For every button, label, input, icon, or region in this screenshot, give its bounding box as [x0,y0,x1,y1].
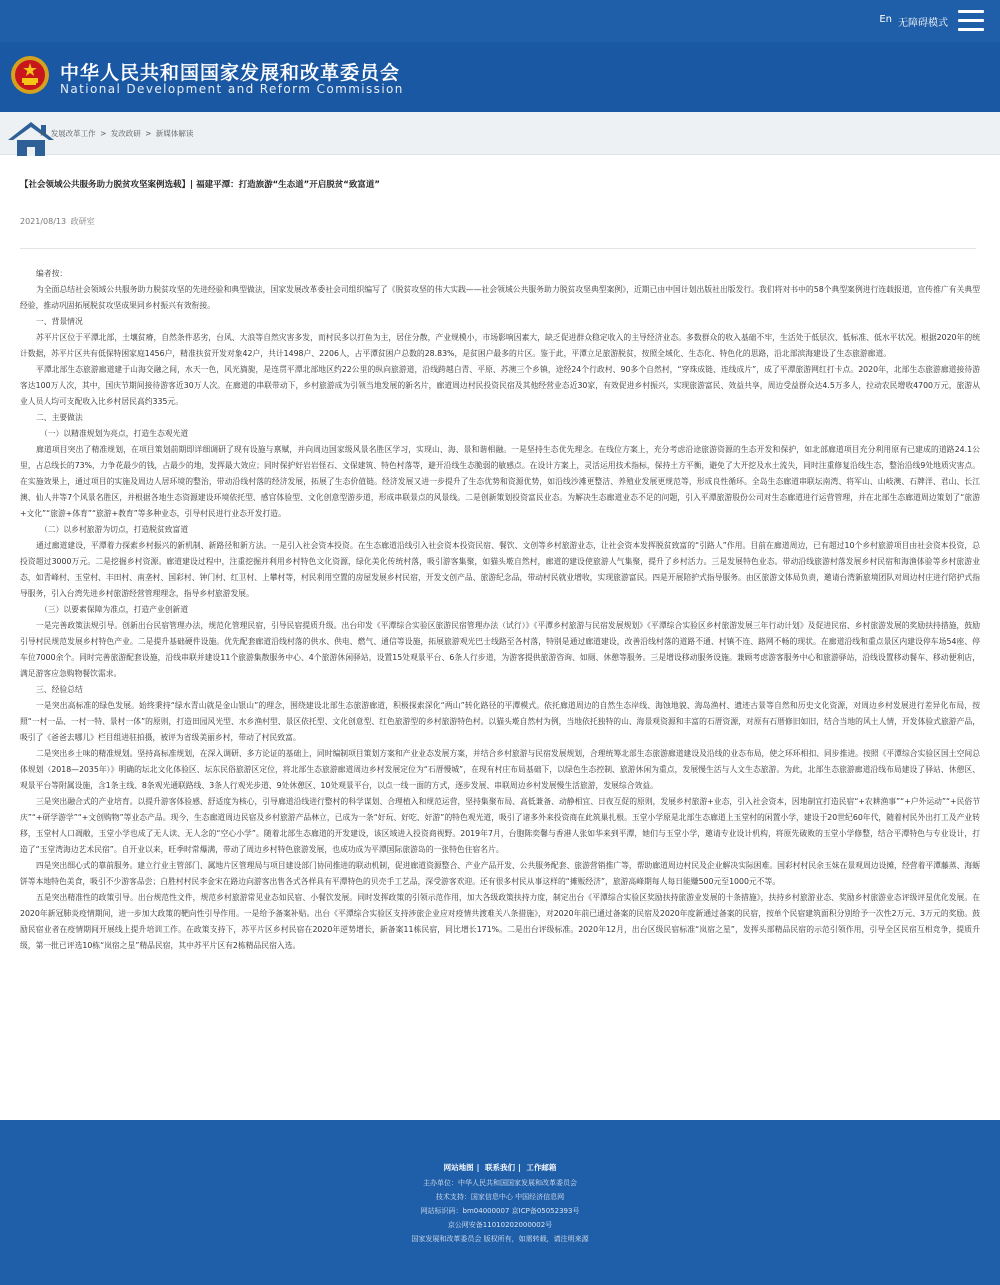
menu-icon[interactable] [958,10,984,32]
footer-site-id: 网站标识码：bm04000007 京ICP备05052393号 [420,1207,580,1215]
article-paragraph: 苏平片区位于平潭北部，土壤贫瘠，自然条件恶劣，台风、大浪等自然灾害多发，而村民多以打鱼为主，居住分散，产业规模小，市场影响因素大，缺乏促进群众稳定收入的主导经济业态。多数群众的收入基础不牢，生活处于低层次、低标准、低水平状况。根据2020年的统计数据，苏平片区共有低保特困家庭1456户，精准扶贫开发对象42户，共计1498户、2206人，占平潭贫困户总数的28.83%，是贫困户最多的片区。鉴于此，平潭立足旅游脱贫，按照全域化、生态化、特色化的思路，沿北部滨海建设了生态旅游廊道。 [20,333,980,358]
footer-links: 网站地图 | 联系我们 | 工作邮箱 [443,1163,557,1172]
breadcrumb-separator: > [40,129,47,138]
article-paragraph: 廊道项目突出了精准规划，在项目策划前期即详细调研了现有设施与禀赋，并向周边国家级风景名胜区学习，实现山、海、景和谐相融。一是坚持生态优先理念。在线位方案上，充分考虑沿途旅游资源的生态开发和保护，如北部廊道项目充分利用原有已建成的道路24.1公里，占总线长的73%，力争花最少的钱，占最少的地，发挥最大效应；同时保护好岩岩怪石、文保建筑、特色村落等，避开沿线生态脆弱的敏感点。在设计方案上，灵活运用技术指标，保持土方平衡，避免了大开挖及水土流失，同时注重修复沿线生态，整治沿线9处地质灾害点。在实施效果上，通过项目的实施及周边人居环境的整治，带动沿线村落的经济发展，拓展了生态价值链。经济发展又进一步提升了生态优势和资源优势，如沿线沙滩更整洁、养殖业发展更规范等，形成良性循环。全岛生态廊道串联坛南湾、将军山、山岐澳、石牌洋、君山、长江澳、仙人井等7个风景名胜区，并根据各地生态资源建设环境依托型、感官体验型、文化创意型游步道，形成串联景点的风景线。二是创新策划投资富民业态。为解决生态廊道业态不足的问题，引入平潭旅游股份公司对生态廊道进行运营管理，并在北部生态廊道周边策划了“旅游+文化”“旅游+体育”“旅游+教育”等多种业态，引导村民进行业态开发打造。 [20,445,980,518]
site-header [0,42,1000,112]
footer-copyright: 国家发展和改革委员会 版权所有，如需转载，请注明来源 [411,1235,589,1243]
article-card [0,156,1000,1086]
article-section-heading: （二）以乡村旅游为切点，打造脱贫致富道 [40,525,189,534]
breadcrumb-item-policy-research[interactable]: 发改政研 [110,129,141,138]
language-switch-link[interactable]: En [879,14,892,25]
footer-link-email[interactable]: 工作邮箱 [526,1163,557,1172]
accessibility-mode-link[interactable]: 无障碍模式 [898,18,948,29]
article-paragraph: 通过廊道建设，平潭着力探索乡村振兴的新机制、新路径和新方法。一是引入社会资本投资。在生态廊道沿线引入社会资本投资民宿、餐饮、文创等乡村旅游业态，让社会资本发挥脱贫致富的“引路人”作用。目前在廊道周边，已有超过10个乡村旅游项目由社会资本投资，总投资超过3000万元。二是挖掘乡村资源。廊道建设过程中，注重挖掘并利用乡村特色文化资源，绿化美化传统村落，吸引游客集聚，如猫头墘自然村，廊道的建设使旅游人气集聚，提升了乡村活力。三是发展特色业态。带动沿线旅游村落发展乡村民宿和海渔体验等乡村旅游业态，如青峰村、玉堂村、丰田村、南垄村、国彩村、钟门村、红卫村、上攀村等，村民利用空置的房屋发展乡村民宿，开发文创产品、旅游纪念品，带动村民就业增收，实现旅游富民。四是开展陪护式指导服务。由区旅游文体局负责，邀请台湾新旅境团队对周边村庄进行陪护式指导服务，引入台湾先进乡村旅游经营管理理念，指导乡村旅游发展。 [20,541,980,598]
national-emblem-icon[interactable] [10,55,50,95]
top-bar [0,0,1000,42]
home-icon[interactable] [6,120,56,160]
article-title: 【社会领域公共服务助力脱贫攻坚案例选载】| 福建平潭：打造旅游“生态道”开启脱贫“致富道” [20,180,380,190]
footer-sponsor: 主办单位：中华人民共和国国家发展和改革委员会 [423,1179,577,1187]
site-title-chinese[interactable]: 中华人民共和国国家发展和改革委员会 [60,62,401,84]
article-paragraph: 一是完善政策法规引导。创新出台民宿管理办法，规范化管理民宿，引导民宿提质升级。出台印发《平潭综合实验区旅游民宿管理办法（试行）》《平潭乡村旅游与民宿发展规划》《平潭综合实验区乡村旅游发展三年行动计划》及促进民宿、乡村旅游发展的奖励扶持措施，鼓励引导村民规范发展乡村特色产业。二是提升基础硬件设施。优先配套廊道沿线村落的供水、供电、燃气、通信等设施，拓展旅游观光巴士线路至各村落，特别是通过廊道建设，改善沿线村落的道路不通、村镇不连、路网不畅的现状。在廊道沿线和重点景区内建设停车场54座、停车位7000余个。同时完善旅游配套设施，沿线串联并建设11个旅游集散服务中心、4个旅游休闲驿站，设置15处观景平台、6条人行步道，为游客提供旅游咨询、如厕、休憩等服务。三是增设移动服务设施。兼顾考虑游客服务中心和旅游驿站，沿线设置移动餐车、移动便利店，满足游客应急购物餐饮需求。 [20,621,980,678]
breadcrumb-separator: > [100,129,107,138]
breadcrumb-separator: > [145,129,152,138]
article-section-heading: （一）以精准规划为亮点，打造生态观光道 [40,429,189,438]
article-paragraph: 编者按： [36,269,68,278]
article-paragraph: 一是突出高标准的绿色发展。始终秉持“绿水青山就是金山银山”的理念，围绕建设北部生态旅游廊道，积极探索深化“两山”转化路径的平潭模式。依托廊道周边的自然生态岸线、海蚀地貌、海岛渔村、遗迹古景等自然和历史文化资源，对周边乡村发展进行差异化布局，按照“一村一品、一村一特、景村一体”的原则，打造田园风光型、水乡渔村型、景区依托型、文化创意型、红色旅游型的乡村旅游特色村。以猫头墘自然村为例，当地依托独特的山、海景观资源和丰富的石厝资源，对原有石厝修旧如旧，结合当地的风土人情，开发体验式旅游产品，吸引了《爸爸去哪儿》栏目组进驻拍摄，被评为省级美丽乡村，带动了村民致富。 [20,701,980,742]
article-paragraph: 为全面总结社会领域公共服务助力脱贫攻坚的先进经验和典型做法，国家发展改革委社会司组织编写了《脱贫攻坚的伟大实践——社会领域公共服务助力脱贫攻坚典型案例》，近期已由中国计划出版社出版发行。我们将对书中的58个典型案例进行连载报道，宣传推广有关典型经验，推动巩固拓展脱贫攻坚成果同乡村振兴有效衔接。 [20,285,980,310]
article-paragraph: 五是突出精准性的政策引导。出台规范性文件，规范乡村旅游常见业态如民宿、小餐饮发展。同时发挥政策的引领示范作用，加大各级政策扶持力度，制定出台《平潭综合实验区奖励扶持旅游业发展的十条措施》，扶持乡村旅游业态、奖励乡村旅游业态评级评星优化发展。在2020年新冠肺炎疫情期间，进一步加大政策的靶向性引导作用。一是给予备案补贴。出台《平潭综合实验区支持涉旅企业应对疫情共渡难关八条措施》，对2020年前已通过备案的民宿及2020年度新通过备案的民宿，按单个民宿建筑面积分别给予一次性2万元、3万元的奖励。鼓励民宿业者在疫情期间开展线上提升培训工作。在政策支持下，苏平片区乡村民宿在2020年逆势增长，新备案11栋民宿，同比增长171%。二是出台评级标准。2020年12月，出台区级民宿标准“岚宿之星”，发挥头部精品民宿的示范引领作用，引导全区民宿互相竞争，提质升级，第一批已评选10栋“岚宿之星”精品民宿，其中苏平片区有2栋精品民宿入选。 [20,893,980,950]
site-title-english: National Development and Reform Commission [60,82,404,96]
breadcrumb [0,112,1000,155]
breadcrumb-trail [40,128,195,139]
footer-police-record: 京公网安备11010202000002号 [447,1221,553,1229]
article-paragraph: 二是突出乡土味的精准规划。坚持高标准规划，在深入调研、多方论证的基础上，同时编制项目策划方案和产业业态发展方案，并结合乡村旅游与民宿发展规划，合理统筹北部生态旅游廊道建设及沿线的业态布局，使之环环相扣、同步推进。按照《平潭综合实验区国土空间总体规划（2018—2035年）》明确的坛北文化体验区、坛东民俗旅游区定位，将北部生态旅游廊道周边乡村发展定位为“石厝慢城”，在现有村庄布局基础下，以绿色生态控制、旅游休闲为重点，发展慢生活与人文生态旅游。为此，北部生态旅游廊道沿线布局建设了驿站、休憩区、观景平台等附属设施，含1条主线、8条观光通联路线、3条人行观光步道、9处休憩区、10处观景平台，以点一线一面的方式，逐步发展、串联周边乡村发展慢生活旅游，发展综合效益。 [20,749,980,790]
article-source: 政研室 [70,217,95,226]
title-divider [20,248,976,249]
article-paragraph: 三是突出融合式的产业培育。以提升游客体验感、舒适度为核心，引导廊道沿线进行整村的科学谋划、合理植入和规范运营，坚持集聚布局、高低兼备、动静相宜、日夜互促的原则，发展乡村旅游+业态，引入社会资本，因地制宜打造民宿“+农耕渔事”“+户外运动”“+民俗节庆”“+研学游学”“+文创购物”等业态产品。现今，生态廊道周边民宿及乡村旅游产品林立，已成为一条“好玩、好吃、好游”的特色观光道，吸引了诸多外来投资商在此筑巢扎根。玉堂小学原是北部生态廊道上玉堂村的闲置小学，建设于20世纪60年代，随着村民外出打工及产业转移，玉堂村人口凋敝，玉堂小学也成了无人读、无人念的“空心小学”。随着北部生态廊道的开发建设，该区域进入投资商视野。2019年7月，台胞陈奕馨与香港人张如华来到平潭，她们与玉堂小学，邀请专业设计机构，将原先破败的玉堂小学修整，结合平潭特色与专业设计，打造了“玉堂湾海边艺术民宿”。自开业以来，旺季时常爆满，带动了周边乡村特色旅游发展，也成功成为平潭国际旅游岛的一张特色住宿名片。 [20,797,980,854]
article-paragraph: 平潭北部生态旅游廊道建于山海交融之间，水天一色，风光旖旎，是连贯平潭北部地区约22公里的纵向旅游道，沿线跨越白青、平原、苏澳三个乡镇，途经24个行政村、90多个自然村，“穿珠成链、连线成片”，成了平潭旅游网红打卡点。2020年，北部生态旅游廊道接待游客达100万人次，其中，国庆节期间接待游客近30万人次。在廊道的串联带动下，乡村旅游成为引领当地发展的新名片，廊道周边村民投资民宿及其他经营业态近30家，有效促进乡村振兴，实现旅游富民、效益共享，周边受益群众达4.5万多人，拉动农民增收4700万元，旅游从业人员人均可支配收入比乡村居民高约335元。 [20,365,980,406]
breadcrumb-item-new-media[interactable]: 新媒体解读 [155,129,194,138]
footer-tech-support: 技术支持：国家信息中心 中国经济信息网 [435,1193,565,1201]
breadcrumb-item-development[interactable]: 发展改革工作 [50,129,96,138]
article-section-heading: 一、背景情况 [36,317,83,326]
article-date: 2021/08/13 [20,217,67,226]
article-meta [20,216,97,227]
footer-link-sitemap[interactable]: 网站地图 [443,1163,474,1172]
article-section-heading: 三、经验总结 [36,685,83,694]
article-paragraph: 四是突出细心式的靠前服务。建立行业主管部门、属地片区管理局与项目建设部门协同推进的联动机制，促进廊道资源整合、产业产品开发、公共服务配套、旅游营销推广等，帮助廊道周边村民及企业解决实际困难。国彩村村民余玉妹在景观周边设摊，经营着平潭藤蒸、海蛎饼等本地特色美食，吸引不少游客品尝；白胜村村民李金宋在路边向游客出售各式各样具有平潭特色的贝壳手工艺品，深受游客欢迎。还有很多村民从事这样的“摊贩经济”，旅游高峰期每人每日能赚500元至1000元不等。 [20,861,980,886]
article-section-heading: 二、主要做法 [36,413,83,422]
article-section-heading: （三）以要素保障为准点，打造产业创新道 [40,605,189,614]
footer-link-contact[interactable]: 联系我们 [485,1163,515,1172]
site-footer [0,1120,1000,1285]
article-body [20,266,980,954]
